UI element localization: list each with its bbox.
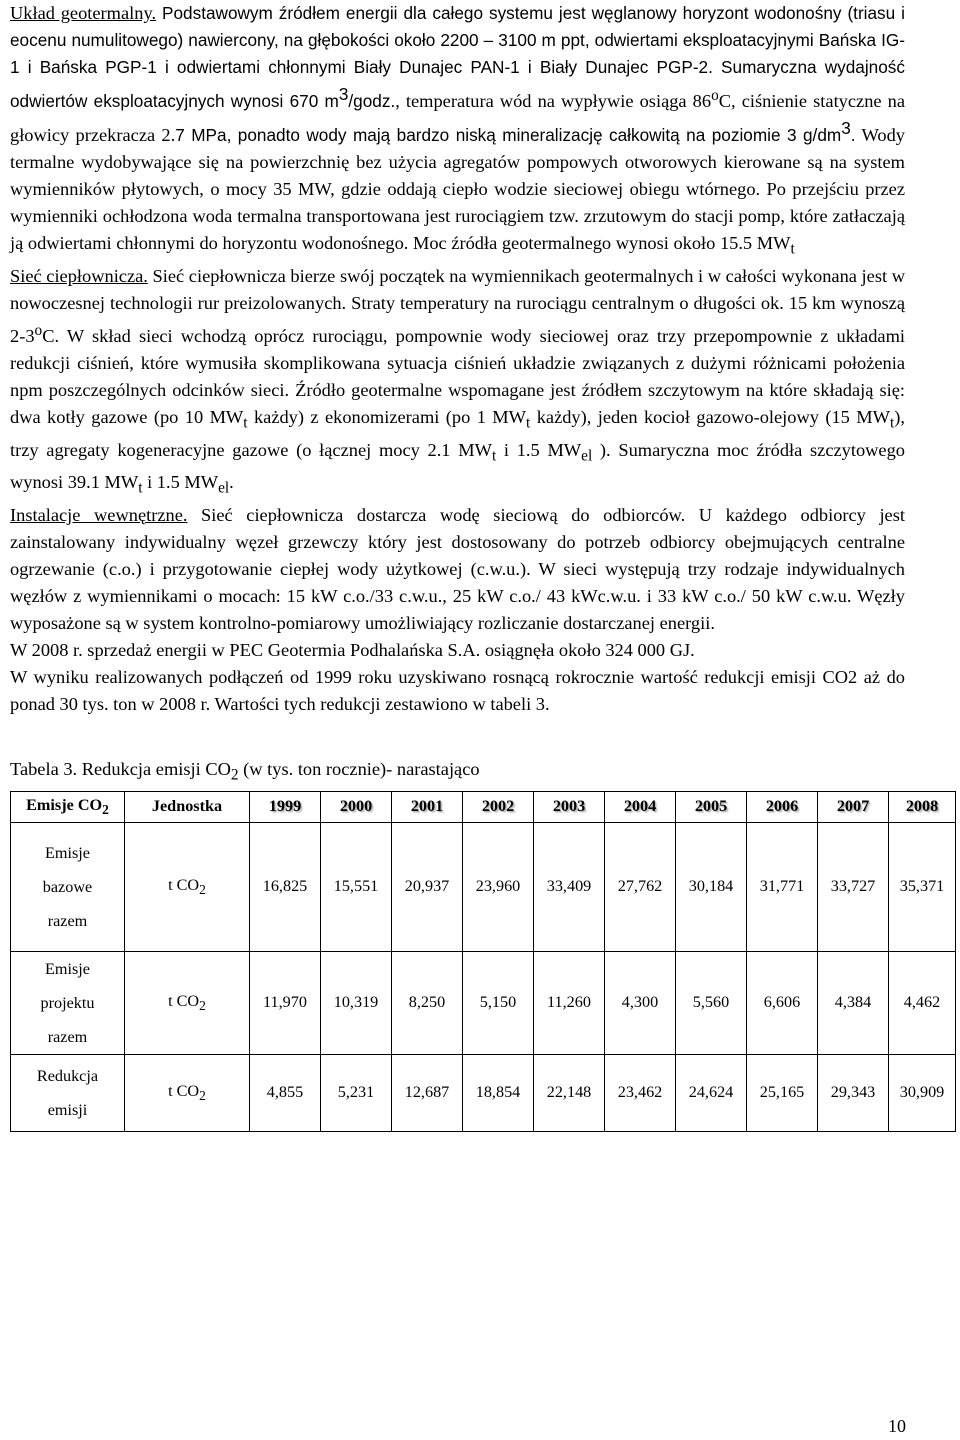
header-unit: Jednostka	[125, 791, 250, 822]
row-label: Emisje projektu razem	[11, 951, 125, 1054]
table-row-reduction	[11, 1054, 956, 1131]
table-cell: 23,462	[605, 1054, 676, 1131]
table-cell: 5,150	[463, 951, 534, 1054]
geothermal-heading: Układ geotermalny.	[10, 3, 157, 23]
header-year: 2003	[534, 791, 605, 822]
table-cell: 30,184	[676, 822, 747, 951]
table-cell: 4,462	[889, 951, 956, 1054]
heating-network-paragraph: Sieć ciepłownicza. Sieć ciepłownicza bierze swój początek na wymiennikach geotermalnych i w całości wykonana jest w nowoczesnej technologii rur preizolowanych. Straty temperatury na rurociągu centralnym o długości ok. 15 km wynoszą 2-3$^o$C. W skład sieci wchodzą oprócz rurociągu, pompownie wody sieciowej oraz trzy przepompownie z układami redukcji ciśnień, które wymusiła skomplikowana sytuacja ciśnień układzie związanych z dużymi różnicami położenia npm poszczególnych odcinków sieci. Źródło geotermalne wspomagane jest źródłem szczytowym na które składają się: dwa kotły gazowe (po 10 $MW_t$ każdy) z ekonomizerami (po 1 $MW_t$ każdy), jeden kocioł gazowo-olejowy (15 $MW_t$), trzy agregaty kogeneracyjne gazowe (o łącznej mocy 2.1 $MW_t$ i 1.5 $MW_{el}$ ). Sumaryczna moc źródła szczytowego wynosi 39.1 $MW_t$ i 1.5 $MW_{el}$.	[10, 265, 905, 498]
table-caption: Tabela 3. Redukcja emisji $CO_2$ (w tys. ton rocznie)- narastająco	[10, 759, 480, 784]
row-label: Emisje bazowe razem	[11, 822, 125, 951]
table-cell: 12,687	[392, 1054, 463, 1131]
table-cell: 33,409	[534, 822, 605, 951]
row-unit: t $CO_2$	[125, 951, 250, 1054]
table-cell: 11,970	[250, 951, 321, 1054]
table-row-project	[11, 951, 956, 1054]
table-cell: 4,300	[605, 951, 676, 1054]
table-cell: 35,371	[889, 822, 956, 951]
header-year: 2001	[392, 791, 463, 822]
header-year: 2008	[889, 791, 956, 822]
geothermal-paragraph: Układ geotermalny. Podstawowym źródłem energii dla całego systemu jest węglanowy horyzont wodonośny (triasu i eocenu numulitowego) nawiercony, na głębokości około 2200 – 3100 m ppt, odwiertami eksploatacyjnymi Bańska IG-1 i Bańska PGP-1 i odwiertami chłonnymi Biały Dunajec PAN-1 i Biały Dunajec PGP-2. Sumaryczna wydajność odwiertów eksploatacyjnych wynosi 670 $m^3$/godz., temperatura wód na wypływie osiąga 86$^o$C, ciśnienie statyczne na głowicy przekracza 2.7 MPa, ponadto wody mają bardzo niską mineralizację całkowitą na poziomie 3 $g/dm^3$. Wody termalne wydobywające się na powierzchnię bez użycia agregatów pompowych otworowych kierowane są na system wymienników płytowych, o mocy 35 MW, gdzie oddają ciepło wodzie sieciowej obiegu wtórnego. Po przejściu przez wymienniki ochłodzona woda termalna transportowana jest rurociągiem tzw. zrzutowym do stacji pomp, które zatłaczają ją odwiertami chłonnymi do horyzontu wodonośnego. Moc źródła geotermalnego wynosi około 15.5 $MW_t$	[10, 3, 905, 258]
table-cell: 18,854	[463, 1054, 534, 1131]
table-cell: 5,231	[321, 1054, 392, 1131]
table-cell: 33,727	[818, 822, 889, 951]
table-cell: 4,384	[818, 951, 889, 1054]
table-cell: 25,165	[747, 1054, 818, 1131]
table-cell: 31,771	[747, 822, 818, 951]
internal-installations-paragraph: Instalacje wewnętrzne. Sieć ciepłownicza dostarcza wodę sieciową do odbiorców. U każdego odbiorcy jest zainstalowany indywidualny węzeł grzewczy który jest dostosowany do potrzeb odbiorcy obejmujących centralne ogrzewanie (c.o.) i przygotowanie ciepłej wody użytkowej (c.w.u.). W sieci występują trzy rodzaje indywidualnych węzłów z wymiennikami o mocach: 15 kW c.o./33 c.w.u., 25 kW c.o./ 43 kWc.w.u. i 33 kW c.o./ 50 kW c.w.u. Węzły wyposażone są w system kontrolno-pomiarowy umożliwiający rozliczanie dostarczanej energii.	[10, 505, 905, 634]
table-cell: 23,960	[463, 822, 534, 951]
emission-table	[10, 791, 956, 1132]
table-cell: 5,560	[676, 951, 747, 1054]
table-cell: 15,551	[321, 822, 392, 951]
table-cell: 16,825	[250, 822, 321, 951]
table-cell: 4,855	[250, 1054, 321, 1131]
table-cell: 10,319	[321, 951, 392, 1054]
energy-sales-paragraph: W 2008 r. sprzedaż energii w PEC Geotermia Podhalańska S.A. osiągnęła około 324 000 GJ.	[10, 640, 695, 661]
header-year: 2006	[747, 791, 818, 822]
document-page	[10, 0, 945, 1132]
header-year: 2004	[605, 791, 676, 822]
table-cell: 11,260	[534, 951, 605, 1054]
row-unit: t $CO_2$	[125, 1054, 250, 1131]
table-cell: 27,762	[605, 822, 676, 951]
table-cell: 30,909	[889, 1054, 956, 1131]
table-cell: 8,250	[392, 951, 463, 1054]
table-cell: 24,624	[676, 1054, 747, 1131]
table-cell: 20,937	[392, 822, 463, 951]
page-number: 10	[888, 1416, 906, 1436]
header-emisje: Emisje $CO_2$	[11, 791, 125, 822]
table-row-baseline	[11, 822, 956, 951]
table-cell: 6,606	[747, 951, 818, 1054]
header-year: 2002	[463, 791, 534, 822]
header-year: 2005	[676, 791, 747, 822]
row-label: Redukcja emisji	[11, 1054, 125, 1131]
row-unit: t $CO_2$	[125, 822, 250, 951]
header-year: 2000	[321, 791, 392, 822]
header-year: 2007	[818, 791, 889, 822]
table-cell: 22,148	[534, 1054, 605, 1131]
emission-reduction-paragraph: W wyniku realizowanych podłączeń od 1999 roku uzyskiwano rosnącą rokrocznie wartość redukcji emisji CO2 aż do ponad 30 tys. ton w 2008 r. Wartości tych redukcji zestawiono w tabeli 3.	[10, 667, 905, 715]
header-year: 1999	[250, 791, 321, 822]
heating-network-heading: Sieć ciepłownicza.	[10, 265, 148, 286]
table-cell: 29,343	[818, 1054, 889, 1131]
internal-installations-heading: Instalacje wewnętrzne.	[10, 505, 188, 526]
table-header-row	[11, 791, 956, 822]
